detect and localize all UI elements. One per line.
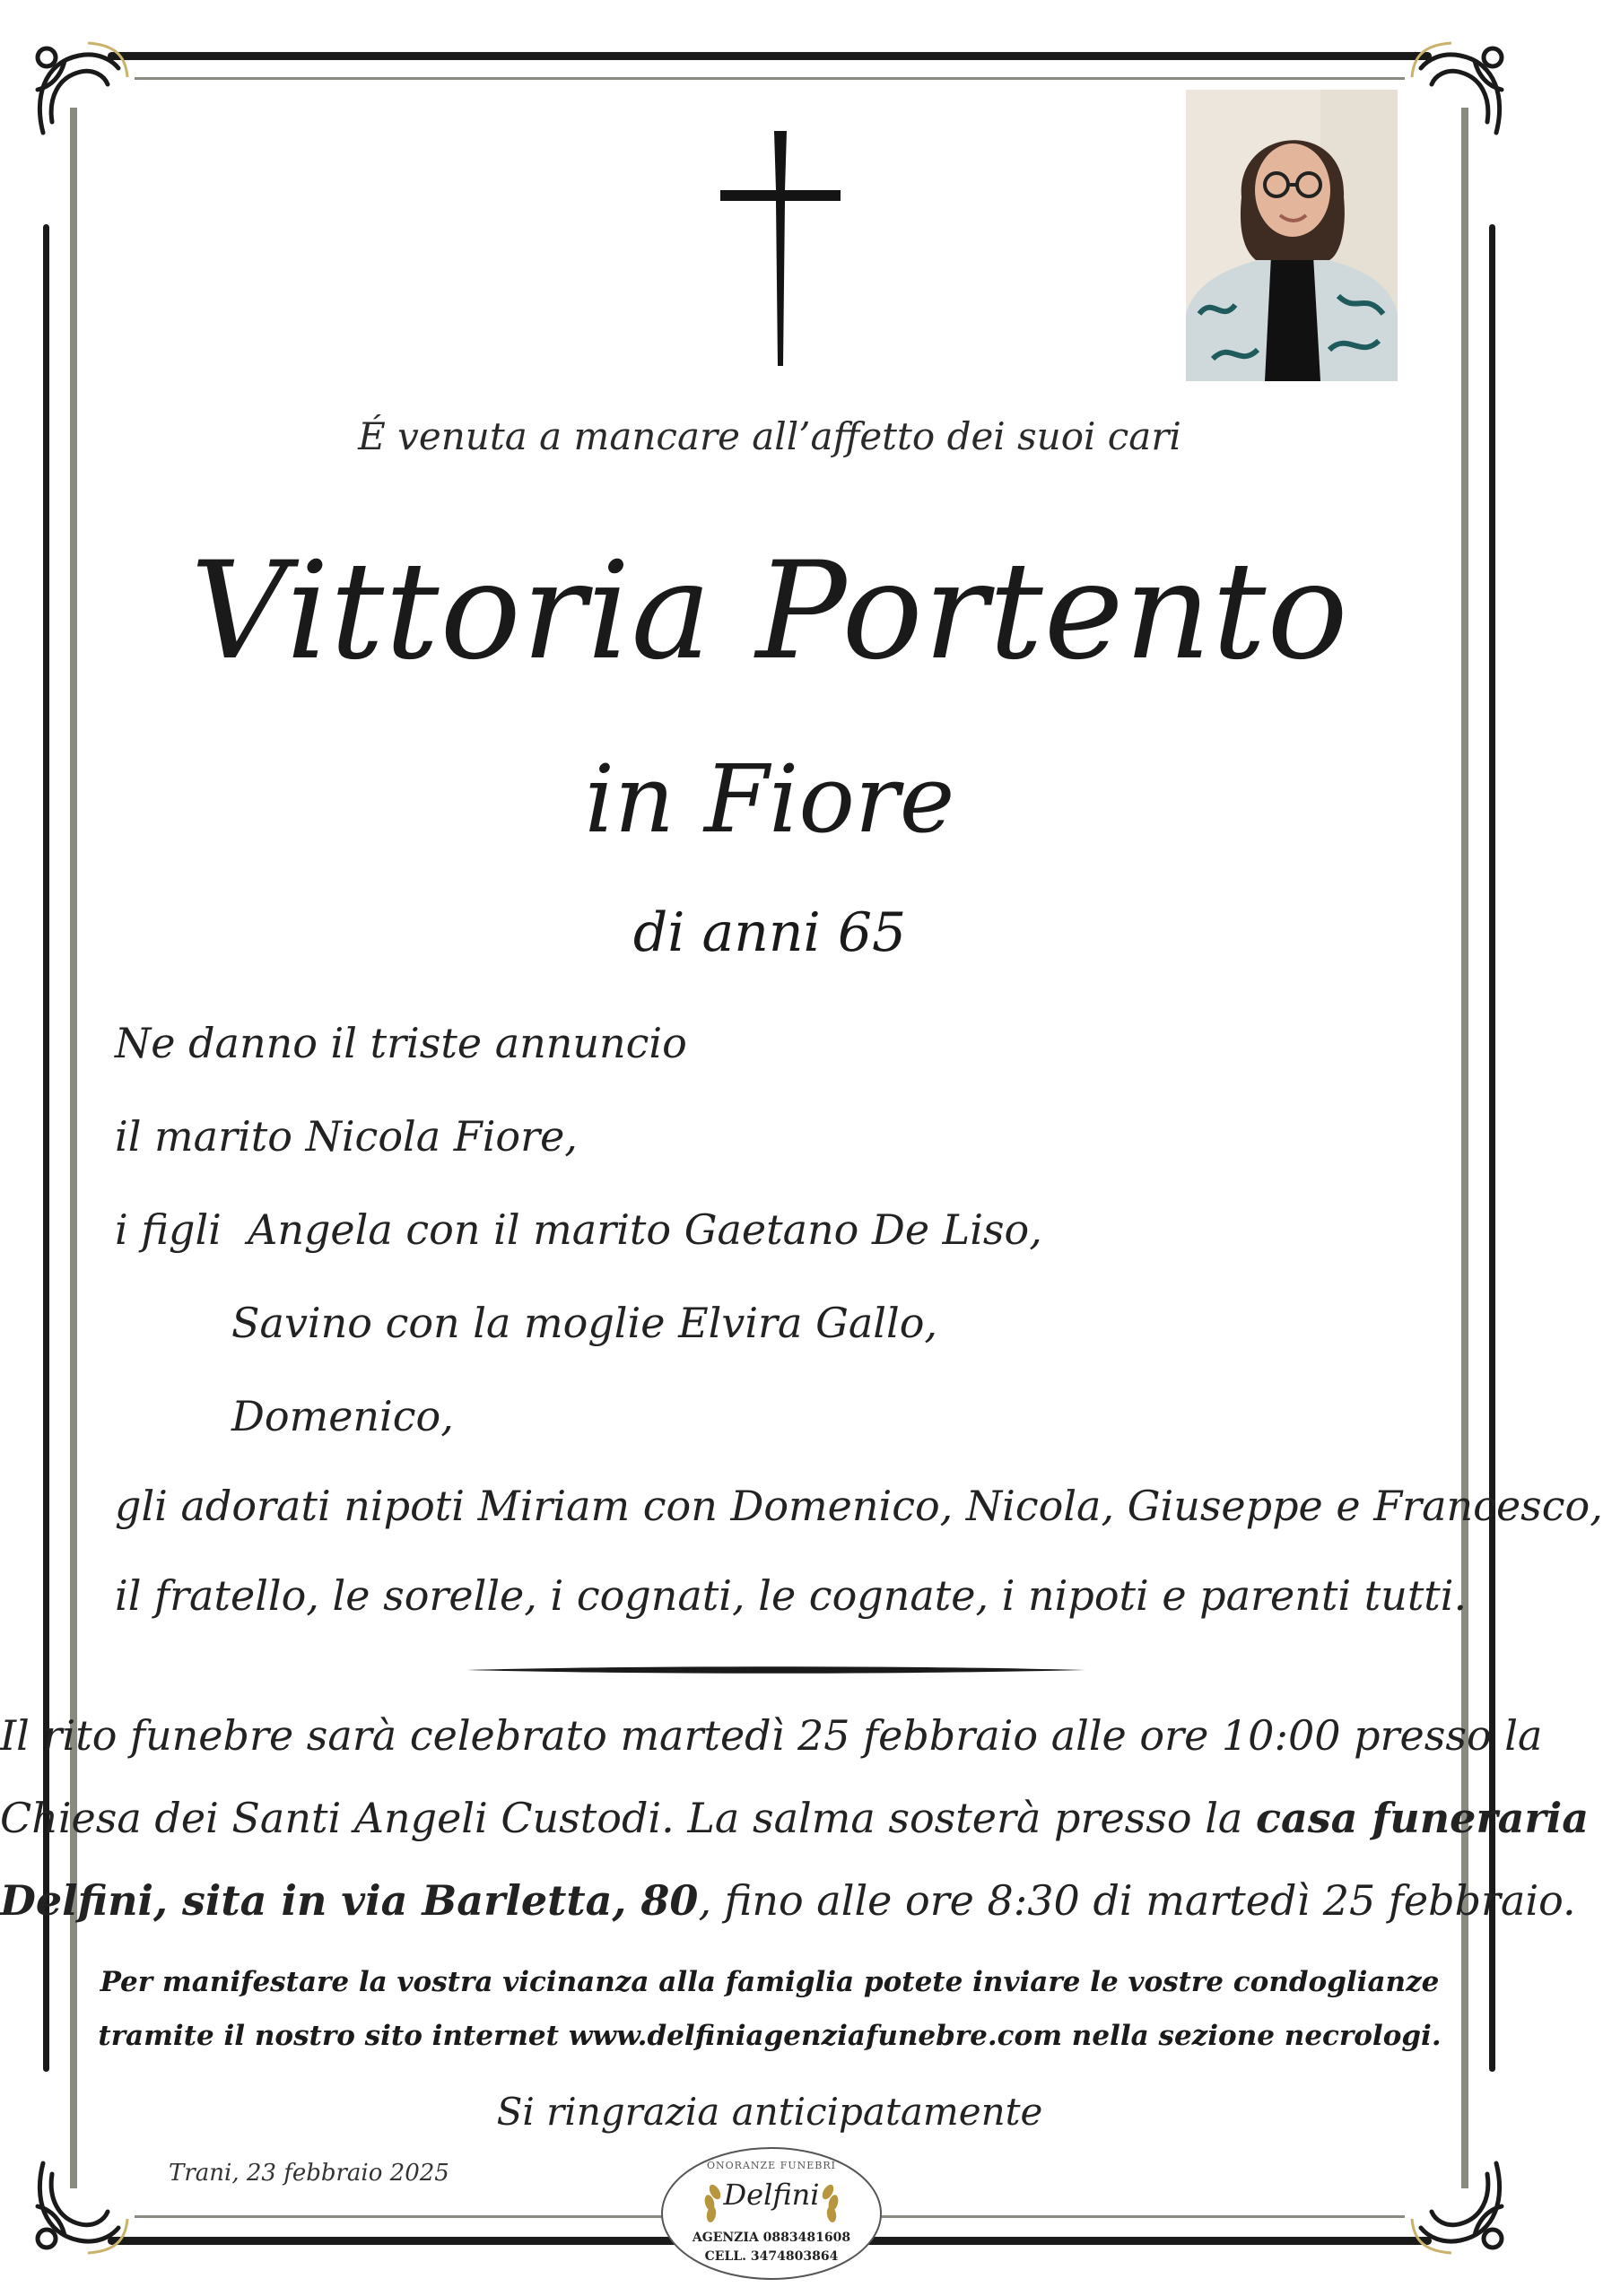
rite-line (0, 1794, 1590, 1842)
family-line: Domenico, (231, 1392, 454, 1440)
rite-line (0, 1876, 1576, 1925)
logo-subtitle: ONORANZE FUNEBRI (707, 2160, 836, 2171)
family-line: i figli Angela con il marito Gaetano De Liso, (115, 1205, 1042, 1254)
agency-logo (659, 2145, 884, 2282)
corner-ornament-icon (25, 2152, 133, 2260)
thanks-text: Si ringrazia anticipatamente (496, 2090, 1043, 2134)
family-line: il fratello, le sorelle, i cognati, le cognate, i nipoti e parenti tutti. (115, 1571, 1468, 1620)
rite-text: , fino alle ore 8:30 di martedì 25 febbraio. (698, 1876, 1576, 1925)
logo-name: Delfini (723, 2178, 820, 2212)
family-line: il marito Nicola Fiore, (115, 1112, 578, 1161)
rite-line: Il rito funebre sarà celebrato martedì 25 febbraio alle ore 10:00 presso la (0, 1711, 1543, 1760)
place-date: Trani, 23 febbraio 2025 (169, 2160, 449, 2187)
rite-text-bold: casa funeraria (1255, 1794, 1590, 1842)
rite-text-bold: Delfini, sita in via Barletta, 80 (0, 1876, 699, 1925)
condolence-notice: tramite il nostro sito internet www.delfiniagenziafunebre.com nella sezione necrologi. (98, 2020, 1442, 2052)
frame-top-border (108, 52, 1432, 60)
frame-top-inner-border (135, 77, 1405, 80)
corner-ornament-icon (25, 36, 133, 144)
portrait-photo (1186, 90, 1398, 381)
family-line: gli adorati nipoti Miriam con Domenico, Nicola, Giuseppe e Francesco, (115, 1482, 1603, 1530)
logo-phone-agency: AGENZIA 0883481608 (692, 2231, 851, 2245)
deceased-name: Vittoria Portento (190, 534, 1349, 690)
latin-cross-icon (713, 127, 848, 370)
family-line: Ne danno il triste annuncio (115, 1019, 687, 1067)
logo-phone-cell: CELL. 3474803864 (704, 2249, 839, 2264)
corner-ornament-icon (1407, 36, 1514, 144)
age-text: di anni 65 (632, 901, 907, 964)
intro-text: É venuta a mancare all’affetto dei suoi cari (358, 414, 1181, 458)
family-line: Savino con la moglie Elvira Gallo, (231, 1299, 938, 1347)
section-divider (466, 1661, 1085, 1670)
corner-ornament-icon (1407, 2152, 1514, 2260)
condolence-notice: Per manifestare la vostra vicinanza alla famiglia potete inviare le vostre condoglianze (100, 1966, 1440, 1998)
rite-text: Chiesa dei Santi Angeli Custodi. La salma sosterà presso la (0, 1794, 1256, 1842)
married-name: in Fiore (584, 744, 955, 854)
